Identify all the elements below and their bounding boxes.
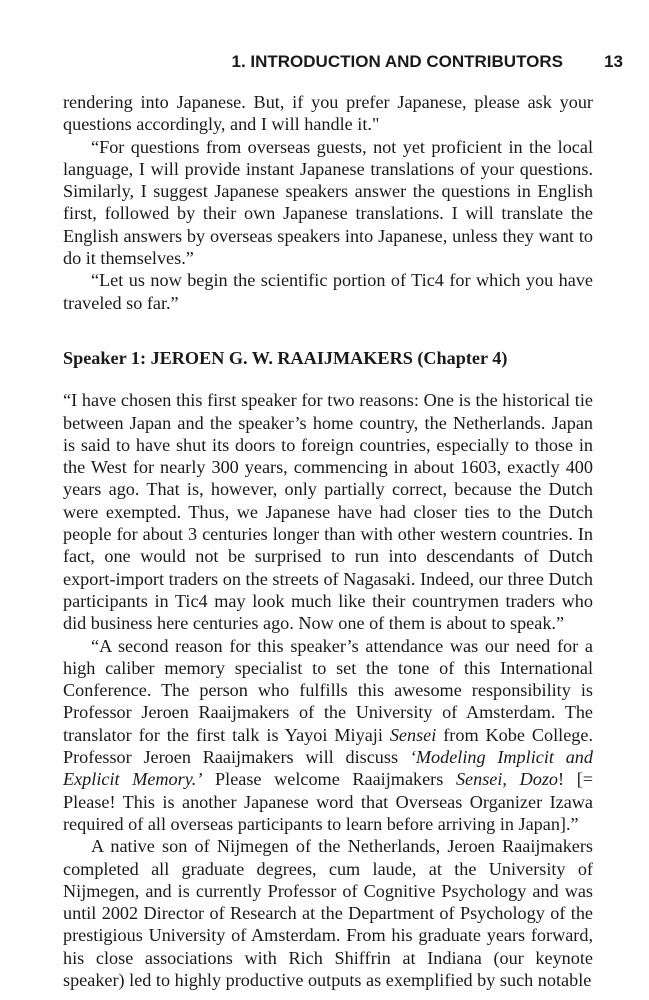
italic-dozo: Dozo bbox=[519, 769, 559, 790]
text-segment: ! [= Please! This is another Japanese word that Overseas Organizer Izawa required of all overseas participants to learn before arriving in Japan].” bbox=[63, 769, 594, 834]
page-body bbox=[63, 91, 593, 991]
paragraph-continuation: rendering into Japanese. But, if you prefer Japanese, please ask your questions accordingly, and I will handle it." bbox=[63, 92, 593, 135]
paragraph-begin-scientific: “Let us now begin the scientific portion of Tic4 for which you have traveled so far.” bbox=[63, 270, 593, 313]
page-number: 13 bbox=[604, 52, 623, 71]
text-segment: Please welcome Raaijmakers bbox=[202, 769, 456, 790]
paragraph-biography: A native son of Nijmegen of the Netherlands, Jeroen Raaijmakers completed all graduate degrees, cum laude, at the University of Nijmegen, and is currently Professor of Cognitive Psychology and was until 2002 Director of Research at the Department of Psychology of the prestigious University of Amsterdam. From his graduate years forward, his close associations with Rich Shiffrin at Indiana (our keynote speaker) led to highly productive outputs as exemplified by such notable bbox=[63, 836, 593, 990]
paragraph-first-reason: “I have chosen this first speaker for two reasons: One is the historical tie between Japan and the speaker’s home country, the Netherlands. Japan is said to have shut its doors to foreign countries, especially to those in the West for nearly 300 years, commencing in about 1603, exactly 400 years ago. That is, however, only partially correct, because the Dutch were exempted. Thus, we Japanese have had closer ties to the Dutch people for about 3 centuries longer than with other western countries. In fact, one would not be surprised to run into descendants of Dutch export-import traders on the streets of Nagasaki. Indeed, our three Dutch participants in Tic4 may look much like their countrymen traders who did business here centuries ago. Now one of them is about to speak.” bbox=[63, 390, 593, 634]
paragraph-second-reason bbox=[63, 635, 593, 836]
text-segment: “A second reason for this speaker’s attendance was our need for a high caliber memory specialist to set the tone of this International Conference. The person who fulfills this awesome responsibility is Professor Jeroen Raaijmakers of the University of Amsterdam. The translator for the first talk is Yayoi Miyaji bbox=[63, 635, 593, 745]
italic-sensei: Sensei bbox=[455, 769, 503, 790]
text-segment: from Kobe College. Professor Jeroen Raaijmakers will discuss bbox=[63, 724, 593, 768]
paragraph-translation-note: “For questions from overseas guests, not yet proficient in the local language, I will provide instant Japanese translations of your questions. Similarly, I suggest Japanese speakers answer the questions in English first, followed by their own Japanese translations. I will translate the English answers by overseas speakers into Japanese, unless they want to do it themselves.” bbox=[63, 136, 593, 269]
italic-sensei: Sensei bbox=[389, 724, 437, 745]
running-head bbox=[63, 52, 623, 76]
text-segment: , bbox=[502, 769, 520, 790]
chapter-title: 1. INTRODUCTION AND CONTRIBUTORS bbox=[231, 52, 563, 71]
speaker-heading: Speaker 1: JEROEN G. W. RAAIJMAKERS (Chapter 4) bbox=[63, 347, 508, 368]
italic-talk-title: ‘Modeling Implicit and Explicit Memory.’ bbox=[63, 747, 593, 790]
